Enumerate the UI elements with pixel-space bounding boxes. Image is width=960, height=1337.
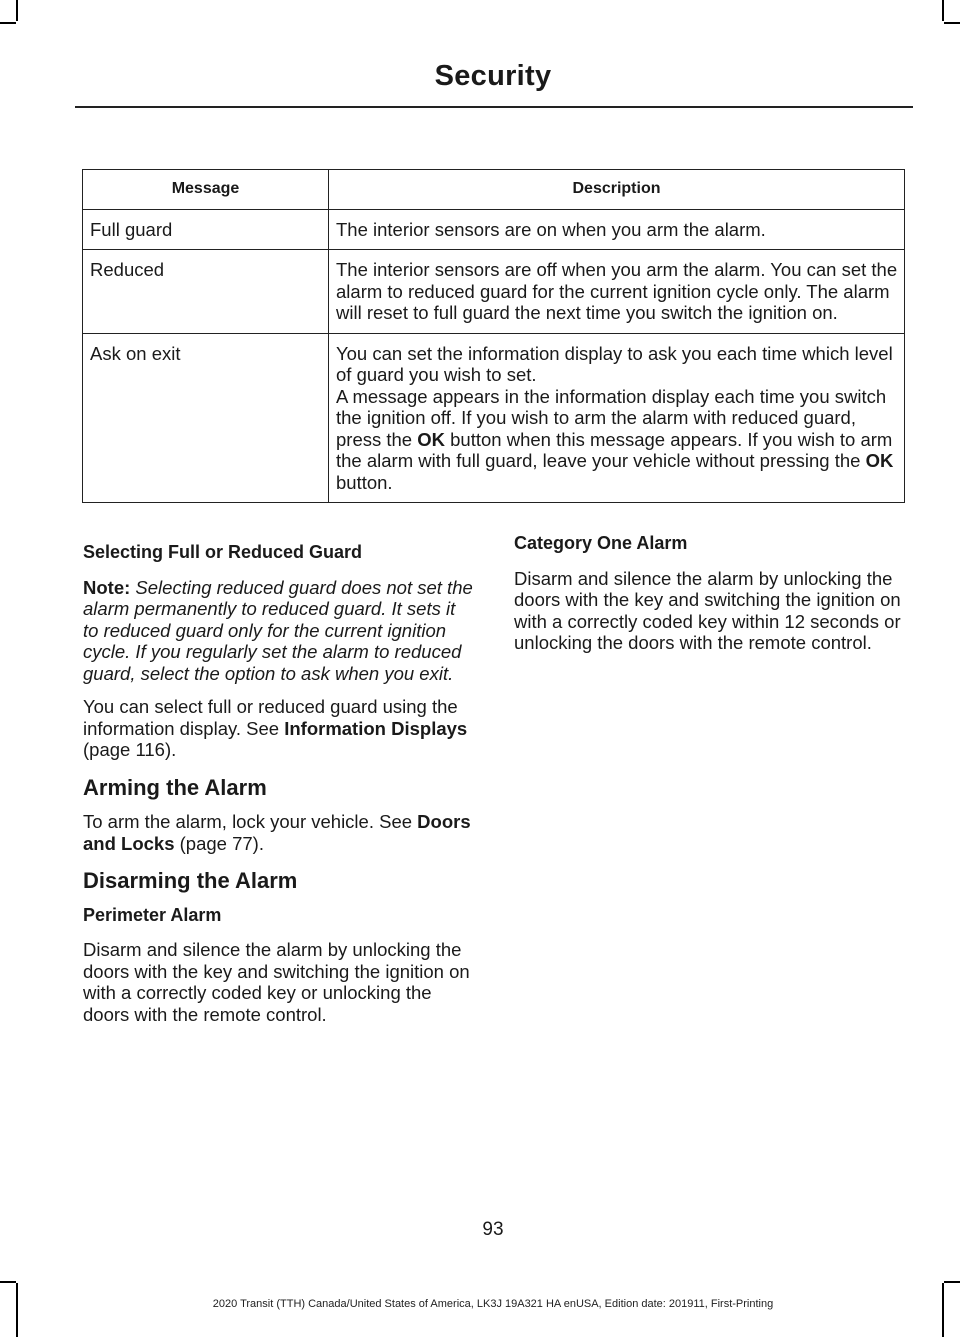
column-header-description: Description	[329, 170, 905, 210]
table-row	[83, 209, 905, 250]
crop-mark	[944, 22, 960, 24]
heading-selecting-guard: Selecting Full or Reduced Guard	[83, 542, 363, 562]
description-cell	[329, 333, 905, 503]
alarm-message-table	[82, 169, 905, 503]
table-row	[83, 333, 905, 503]
left-column	[83, 542, 475, 1037]
header-divider	[75, 106, 913, 108]
heading-perimeter-alarm: Perimeter Alarm	[83, 904, 222, 925]
message-cell: Reduced	[83, 250, 329, 334]
page-number: 93	[482, 1219, 504, 1240]
message-cell: Ask on exit	[83, 333, 329, 503]
heading-category-one-alarm: Category One Alarm	[514, 533, 688, 553]
description-paragraph: You can set the information display to ask you each time which level of guard you wish to set.	[336, 342, 893, 385]
column-header-message: Message	[83, 170, 329, 210]
description-cell: The interior sensors are off when you arm the alarm. You can set the alarm to reduced guard for the current ignition cycle only. The alarm will reset to full guard the next time you switch the ignition on.	[329, 250, 905, 334]
heading-disarming-alarm: Disarming the Alarm	[83, 868, 298, 893]
note-paragraph	[83, 577, 475, 685]
ok-button-label: OK	[865, 450, 894, 471]
crop-mark	[944, 1281, 960, 1283]
body-text: (page 77).	[174, 832, 264, 854]
heading-arming-alarm: Arming the Alarm	[83, 774, 267, 800]
crop-mark	[942, 1283, 944, 1337]
perimeter-paragraph: Disarm and silence the alarm by unlocking the doors with the key and switching the ignition on with a correctly coded key or unlocking the doors with the remote control.	[83, 939, 470, 1025]
crop-mark	[0, 1281, 16, 1283]
message-cell: Full guard	[83, 209, 329, 250]
select-paragraph	[83, 696, 475, 761]
edition-footer: 2020 Transit (TTH) Canada/United States of America, LK3J 19A321 HA enUSA, Edition date: 201911, First-Printing	[212, 1298, 774, 1310]
description-text: button.	[336, 471, 393, 493]
description-paragraph	[336, 386, 898, 494]
crop-mark	[16, 1283, 18, 1337]
table-header-row	[83, 170, 905, 210]
category-paragraph: Disarm and silence the alarm by unlocking the doors with the key and switching the ignition on with a correctly coded key within 12 seconds or unlocking the doors with the remote control.	[514, 567, 901, 653]
arm-paragraph	[83, 811, 475, 854]
description-cell: The interior sensors are on when you arm the alarm.	[329, 209, 905, 250]
crop-mark	[942, 0, 944, 21]
right-column	[514, 533, 908, 666]
doors-and-locks-link[interactable]: Doors and Locks	[83, 811, 471, 854]
note-text: Selecting reduced guard does not set the alarm permanently to reduced guard. It sets it to reduced guard only for the current ignition cycle. If you regularly set the alarm to reduced guard, select the option to ask when you exit.	[83, 576, 473, 684]
description-text: A message appears in the information display each time you switch the ignition off. If you wish to arm the alarm with reduced guard, press the	[336, 385, 887, 450]
note-label: Note:	[83, 576, 131, 598]
crop-mark	[16, 0, 18, 21]
body-text: You can select full or reduced guard using the information display. See	[83, 696, 458, 739]
crop-mark	[0, 22, 16, 24]
ok-button-label: OK	[417, 428, 445, 450]
description-text: button when this message appears. If you wish to arm the alarm with full guard, leave your vehicle without pressing the	[336, 428, 893, 471]
body-text: (page 116).	[83, 739, 177, 760]
body-text: To arm the alarm, lock your vehicle. See	[83, 811, 418, 832]
page-title: Security	[434, 60, 552, 92]
table-row	[83, 250, 905, 334]
information-displays-link[interactable]: Information Displays	[284, 717, 468, 739]
